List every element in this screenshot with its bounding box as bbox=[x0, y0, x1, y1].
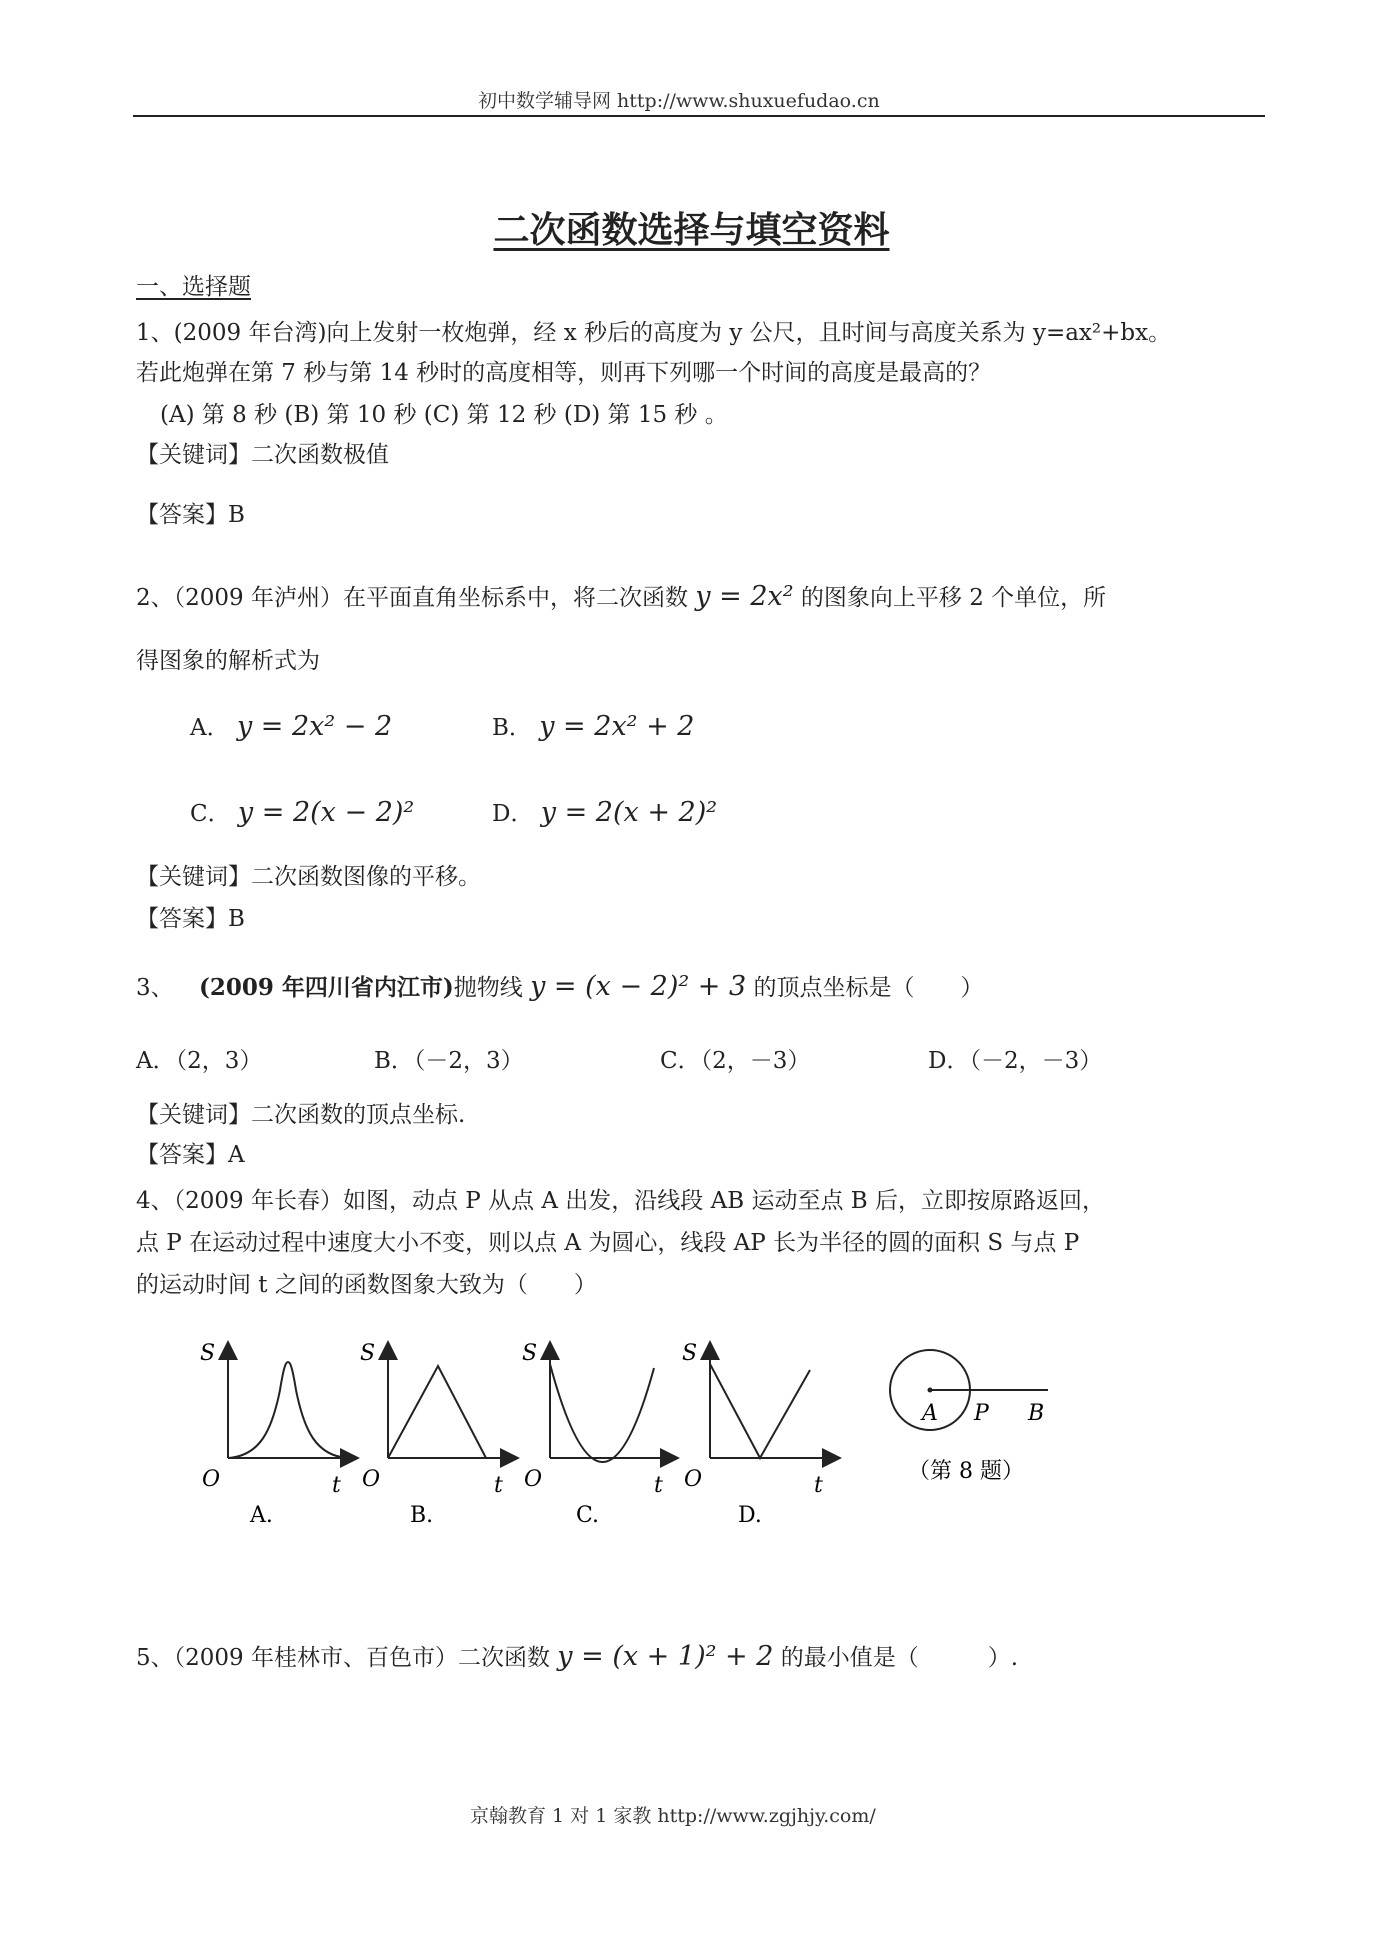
point-a-label: A bbox=[922, 1401, 938, 1426]
q3-number: 3、 bbox=[136, 975, 174, 1001]
q3-keyword: 【关键词】二次函数的顶点坐标. bbox=[136, 1102, 466, 1128]
graph-b-x-label: t bbox=[494, 1473, 503, 1498]
q2-line1-suffix: 的图象向上平移 2 个单位，所 bbox=[800, 585, 1107, 611]
q2-option-c bbox=[190, 798, 414, 829]
point-b-label: B bbox=[1028, 1401, 1045, 1426]
q4-line1: 4、（2009 年长春）如图，动点 P 从点 A 出发，沿线段 AB 运动至点 B 后，立即按原路返回， bbox=[136, 1188, 1105, 1214]
q2-line1-prefix: 2、（2009 年泸州）在平面直角坐标系中，将二次函数 bbox=[136, 585, 688, 611]
graph-c-y-label: S bbox=[522, 1341, 538, 1366]
graph-c-x-label: t bbox=[654, 1473, 663, 1498]
graph-a-option-label: A. bbox=[250, 1503, 273, 1528]
q4-line2: 点 P 在运动过程中速度大小不变，则以点 A 为圆心，线段 AP 长为半径的圆的面积 S 与点 P bbox=[136, 1230, 1080, 1256]
header-rule bbox=[133, 115, 1265, 117]
graph-a-x-label: t bbox=[332, 1473, 341, 1498]
document-title: 二次函数选择与填空资料 bbox=[493, 209, 890, 251]
graph-a bbox=[200, 1341, 350, 1528]
q3-option-d: D．（－2，－3） bbox=[928, 1048, 1103, 1074]
q2-option-b-formula: y = 2x² + 2 bbox=[539, 711, 695, 742]
q3-option-b: B．（－2，3） bbox=[374, 1048, 524, 1074]
graph-c-option-label: C. bbox=[576, 1503, 600, 1528]
graph-b-origin: O bbox=[362, 1467, 381, 1492]
q5-prefix: 5、（2009 年桂林市、百色市）二次函数 bbox=[136, 1645, 550, 1671]
q3-answer: 【答案】A bbox=[136, 1142, 245, 1168]
q1-answer: 【答案】B bbox=[136, 502, 245, 528]
q3-stem bbox=[136, 972, 983, 1003]
q2-option-c-formula: y = 2(x − 2)² bbox=[237, 797, 415, 828]
graph-a-curve bbox=[228, 1362, 348, 1458]
q2-option-d-formula: y = 2(x + 2)² bbox=[540, 797, 718, 828]
q2-keyword: 【关键词】二次函数图像的平移。 bbox=[136, 864, 481, 890]
q3-formula: y = (x − 2)² + 3 bbox=[530, 971, 747, 1002]
circle-figure bbox=[890, 1350, 1048, 1484]
q1-keyword: 【关键词】二次函数极值 bbox=[136, 442, 389, 468]
page-footer: 京翰教育 1 对 1 家教 http://www.zgjhjy.com/ bbox=[470, 1805, 876, 1827]
q2-option-a-label: A． bbox=[190, 715, 230, 741]
q5-formula: y = (x + 1)² + 2 bbox=[557, 1641, 774, 1672]
q2-answer: 【答案】B bbox=[136, 906, 245, 932]
graph-d-curve bbox=[710, 1364, 810, 1458]
graph-d-y-label: S bbox=[682, 1341, 698, 1366]
q3-stem-b: 的顶点坐标是（ ） bbox=[753, 975, 984, 1001]
graph-d-x-label: t bbox=[814, 1473, 823, 1498]
q4-line3: 的运动时间 t 之间的函数图象大致为（ ） bbox=[136, 1272, 597, 1298]
graph-c-curve bbox=[550, 1364, 654, 1462]
graph-d bbox=[682, 1341, 832, 1528]
q2-line1-formula: y = 2x² bbox=[695, 581, 794, 612]
q2-option-b bbox=[492, 712, 694, 743]
q3-source: (2009 年四川省内江市) bbox=[198, 974, 454, 1001]
q2-line1 bbox=[136, 582, 1106, 613]
point-p-label: P bbox=[974, 1401, 989, 1426]
q2-option-c-label: C． bbox=[190, 801, 231, 827]
section-title: 一、选择题 bbox=[136, 274, 251, 300]
graph-b-y-label: S bbox=[360, 1341, 376, 1366]
graph-a-y-label: S bbox=[200, 1341, 216, 1366]
graph-d-option-label: D. bbox=[738, 1503, 762, 1528]
q3-option-a: A．（2，3） bbox=[136, 1048, 263, 1074]
q2-option-a bbox=[190, 712, 392, 743]
q2-option-a-formula: y = 2x² − 2 bbox=[236, 711, 393, 742]
q5-suffix: 的最小值是（ ）. bbox=[780, 1645, 1019, 1671]
q2-line2: 得图象的解析式为 bbox=[136, 648, 320, 674]
q1-line2: 若此炮弹在第 7 秒与第 14 秒时的高度相等，则再下列哪一个时间的高度是最高的？ bbox=[136, 360, 992, 386]
q5-stem bbox=[136, 1642, 1018, 1673]
q3-option-c: C．（2，－3） bbox=[660, 1048, 811, 1074]
page-header: 初中数学辅导网 http://www.shuxuefudao.cn bbox=[478, 90, 880, 112]
figure-caption: （第 8 题） bbox=[908, 1459, 1024, 1484]
q2-option-b-label: B． bbox=[492, 715, 532, 741]
graph-d-origin: O bbox=[684, 1467, 703, 1492]
q1-options: (A) 第 8 秒 (B) 第 10 秒 (C) 第 12 秒 (D) 第 15 秒 。 bbox=[160, 402, 728, 428]
q2-option-d-label: D． bbox=[492, 801, 534, 827]
q3-stem-a: 抛物线 bbox=[453, 975, 523, 1001]
graph-b-option-label: B. bbox=[410, 1503, 434, 1528]
q1-line1: 1、(2009 年台湾)向上发射一枚炮弹，经 x 秒后的高度为 y 公尺，且时间与高度关系为 y=ax²+bx。 bbox=[136, 320, 1172, 346]
graph-c-origin: O bbox=[524, 1467, 543, 1492]
q4-graphs-figure bbox=[180, 1330, 1080, 1530]
graph-a-origin: O bbox=[202, 1467, 221, 1492]
graph-c bbox=[522, 1341, 670, 1528]
graph-b bbox=[360, 1341, 510, 1528]
point-a-dot bbox=[928, 1388, 933, 1393]
graph-b-curve bbox=[388, 1366, 486, 1458]
q2-option-d bbox=[492, 798, 717, 829]
